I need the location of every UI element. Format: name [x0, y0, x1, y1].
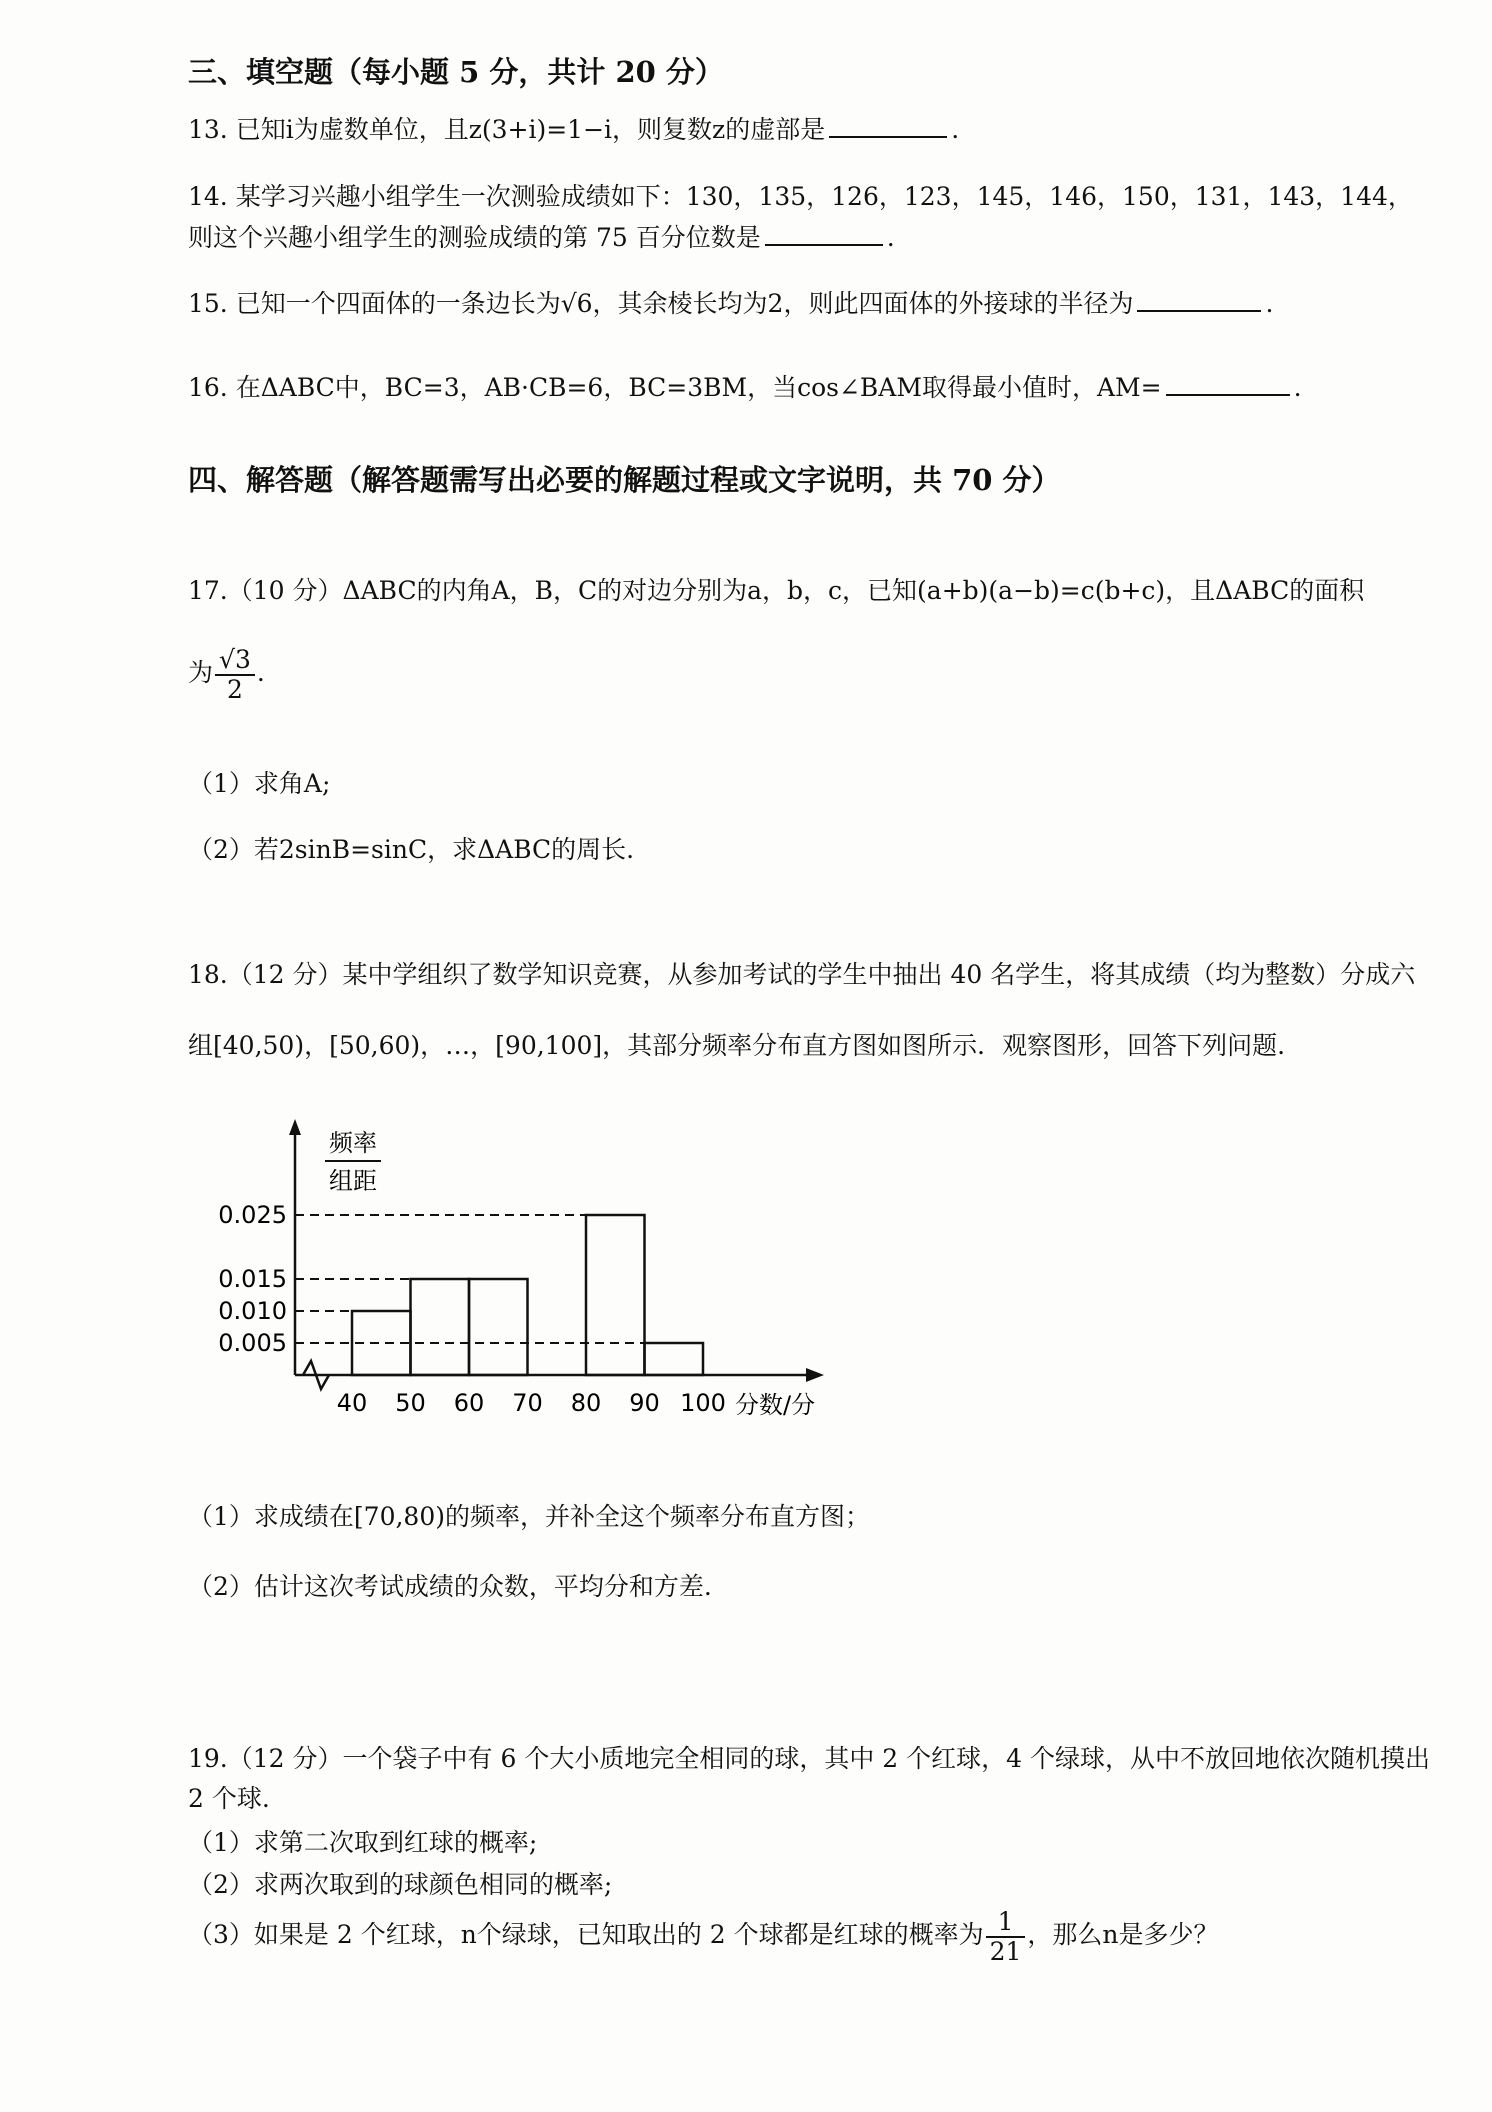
- section-fill-in-title: 三、填空题（每小题 5 分，共计 20 分）: [188, 55, 724, 89]
- y-tick-label: 0.025: [218, 1201, 287, 1229]
- question-18-part-1: （1）求成绩在[70,80)的频率，并补全这个频率分布直方图；: [188, 1502, 870, 1531]
- question-18-line-1: 18.（12 分）某中学组织了数学知识竞赛，从参加考试的学生中抽出 40 名学生，将其成绩（均为整数）分成六: [188, 960, 1416, 989]
- question-19-line-1: 19.（12 分）一个袋子中有 6 个大小质地完全相同的球，其中 2 个红球，4 个绿球，从中不放回地依次随机摸出: [188, 1744, 1430, 1773]
- histogram-bar-60-70: [469, 1279, 528, 1375]
- question-13-text: 13. 已知i为虚数单位，且z(3+i)=1−i，则复数z的虚部是: [188, 115, 826, 144]
- question-19-line-2: 2 个球.: [188, 1784, 270, 1813]
- frequency-histogram: [205, 1105, 865, 1445]
- question-13: 13. 已知i为虚数单位，且z(3+i)=1−i，则复数z的虚部是 .: [188, 115, 960, 144]
- x-tick-label: 60: [453, 1389, 485, 1417]
- question-14-line-1: 14. 某学习兴趣小组学生一次测验成绩如下：130，135，126，123，145，146，150，131，143，144，: [188, 182, 1413, 211]
- x-axis-arrow: [806, 1368, 824, 1382]
- x-tick-label: 40: [336, 1389, 368, 1417]
- y-tick-label: 0.015: [218, 1265, 287, 1293]
- answer-blank-15[interactable]: [1137, 309, 1261, 312]
- question-19-part-1: （1）求第二次取到红球的概率;: [188, 1828, 538, 1857]
- answer-blank-13[interactable]: [829, 135, 947, 138]
- question-19-part-3: （3）如果是 2 个红球，n个绿球，已知取出的 2 个球都是红球的概率为 $\frac{1}{21}$ ，那么n是多少？: [188, 1907, 1219, 1966]
- x-tick-label: 100: [680, 1389, 726, 1417]
- histogram-axes: [289, 1119, 824, 1389]
- question-17-line-2: 为 $\frac{√3}{2}$ .: [188, 645, 265, 704]
- x-tick-label: 80: [570, 1389, 602, 1417]
- question-16: 16. 在ΔABC中，BC=3，AB·CB=6，BC=3BM，当cos∠BAM取得最小值时，AM= .: [188, 373, 1302, 402]
- histogram-bar-90-100: [645, 1343, 704, 1375]
- question-18-part-2: （2）估计这次考试成绩的众数，平均分和方差.: [188, 1572, 712, 1601]
- y-axis-label-top: 频率: [329, 1129, 377, 1157]
- histogram-bars: [352, 1215, 703, 1375]
- question-17-part-1: （1）求角A;: [188, 769, 331, 798]
- probability-fraction: $\frac{1}{21}$: [986, 1908, 1026, 1965]
- answer-blank-16[interactable]: [1166, 393, 1290, 396]
- histogram-bar-80-90: [586, 1215, 645, 1375]
- y-axis-label-bottom: 组距: [329, 1167, 377, 1195]
- question-18-line-2: 组[40,50)，[50,60)，…，[90,100]，其部分频率分布直方图如图所示．观察图形，回答下列问题.: [188, 1031, 1286, 1060]
- question-17-line-1: 17.（10 分）ΔABC的内角A，B，C的对边分别为a，b，c，已知(a+b)(a−b)=c(b+c)，且ΔABC的面积: [188, 576, 1365, 605]
- y-tick-label: 0.010: [218, 1297, 287, 1325]
- histogram-bar-50-60: [411, 1279, 470, 1375]
- question-17-part-2: （2）若2sinB=sinC，求ΔABC的周长.: [188, 835, 635, 864]
- x-tick-label: 90: [629, 1389, 660, 1417]
- y-axis-arrow: [289, 1119, 301, 1135]
- area-fraction: $\frac{√3}{2}$: [215, 646, 255, 703]
- answer-blank-14[interactable]: [765, 243, 883, 246]
- x-axis-label: 分数/分: [735, 1391, 816, 1419]
- x-tick-label: 50: [395, 1389, 426, 1417]
- question-14-line-2: 则这个兴趣小组学生的测验成绩的第 75 百分位数是 .: [188, 223, 895, 252]
- question-19-part-2: （2）求两次取到的球颜色相同的概率;: [188, 1870, 613, 1899]
- section-answer-title: 四、解答题（解答题需写出必要的解题过程或文字说明，共 70 分）: [188, 463, 1061, 497]
- x-tick-label: 70: [512, 1389, 543, 1417]
- y-tick-label: 0.005: [218, 1329, 287, 1357]
- question-15: 15. 已知一个四面体的一条边长为√6，其余棱长均为2，则此四面体的外接球的半径为 .: [188, 289, 1274, 318]
